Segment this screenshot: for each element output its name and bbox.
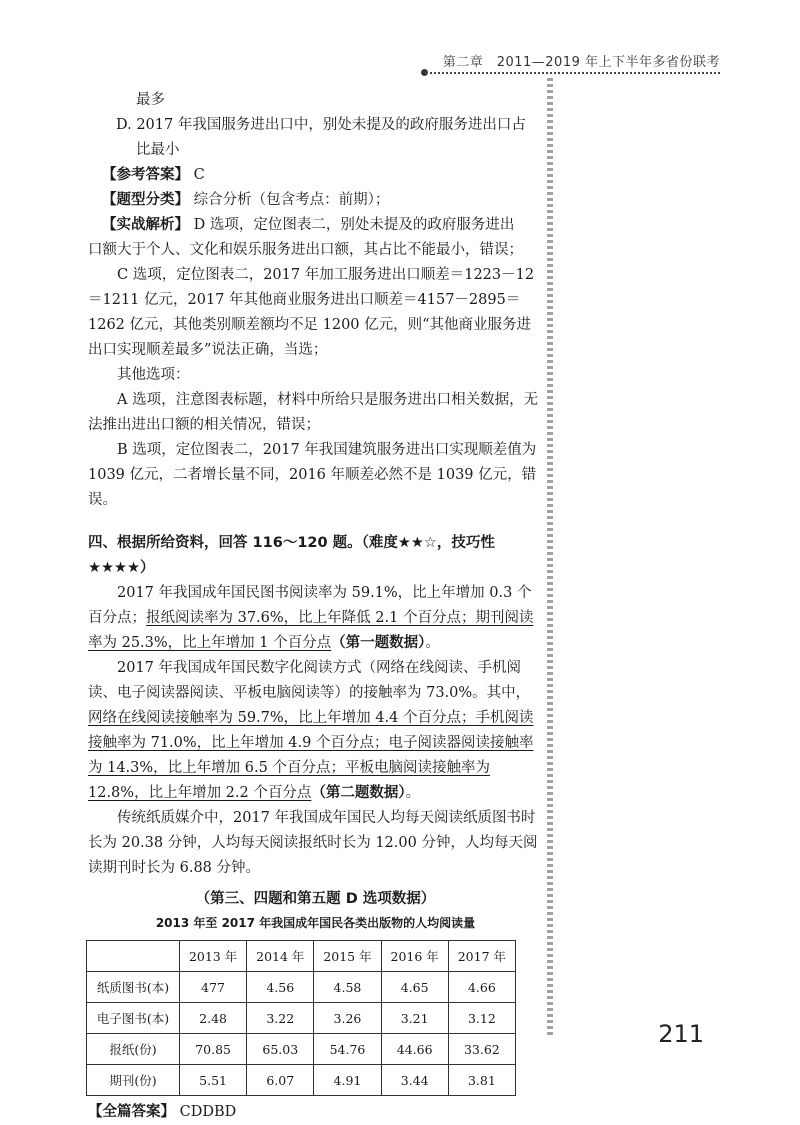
table-cell: 4.58 bbox=[314, 972, 381, 1003]
table-cell: 477 bbox=[180, 972, 247, 1003]
analysis-tag: 【实战解析】 bbox=[102, 217, 189, 233]
material-paragraph-1 bbox=[88, 581, 543, 656]
paragraph-text: 2017 年我国成年国民图书阅读率为 59.1%，比上年增加 0.3 个百分点； bbox=[88, 585, 532, 626]
table-cell: 4.66 bbox=[448, 972, 515, 1003]
table-row bbox=[87, 972, 516, 1003]
section-title: 四、根据所给资料，回答 116～120 题。（难度★★☆，技巧性★★★★） bbox=[88, 535, 495, 576]
table-cell: 44.66 bbox=[381, 1034, 448, 1065]
data-note: （第一题数据） bbox=[331, 635, 426, 651]
table-cell: 3.81 bbox=[448, 1065, 515, 1096]
material-paragraph-3: 传统纸质媒介中，2017 年我国成年国民人均每天阅读纸质图书时长为 20.38 分钟，人均每天阅读报纸时长为 12.00 分钟，人均每天阅读期刊时长为 6.88 分钟。 bbox=[88, 810, 538, 876]
table-cell: 4.91 bbox=[314, 1065, 381, 1096]
table-header-cell: 2017 年 bbox=[448, 941, 515, 972]
table-cell: 3.22 bbox=[247, 1003, 314, 1034]
table-row bbox=[87, 1065, 516, 1096]
table-cell: 4.65 bbox=[381, 972, 448, 1003]
table-cell: 3.12 bbox=[448, 1003, 515, 1034]
table-cell: 6.07 bbox=[247, 1065, 314, 1096]
table-cell: 3.44 bbox=[381, 1065, 448, 1096]
table-header-row bbox=[87, 941, 516, 972]
table-row bbox=[87, 1034, 516, 1065]
table-header-cell: 2015 年 bbox=[314, 941, 381, 972]
header-rule bbox=[425, 72, 720, 74]
row-label: 纸质图书(本) bbox=[87, 972, 180, 1003]
page-content bbox=[88, 88, 543, 1125]
table-row bbox=[87, 1003, 516, 1034]
analysis-text: D 选项，定位图表二，别处未提及的政府服务进出 bbox=[193, 217, 515, 233]
table-title: 2013 年至 2017 年我国成年国民各类出版物的人均阅读量 bbox=[155, 916, 476, 930]
analysis-row bbox=[88, 213, 543, 238]
row-label: 电子图书(本) bbox=[87, 1003, 180, 1034]
underlined-text: 网络在线阅读接触率为 59.7%，比上年增加 4.4 个百分点；手机阅读接触率为 71.0%，比上年增加 4.9 个百分点；电子阅读器阅读接触率为 14.3%，比上年增加 6.5 个百分点；平板电脑阅读接触率为 12.8%，比上年增加 2.2 个百分点 bbox=[88, 710, 534, 801]
paragraph-text: 2017 年我国成年国民数字化阅读方式（网络在线阅读、手机阅读、电子阅读器阅读、平板电脑阅读等）的接触率为 73.0%。其中， bbox=[88, 660, 531, 701]
table-caption: （第三、四题和第五题 D 选项数据） bbox=[195, 891, 436, 907]
category-tag: 【题型分类】 bbox=[102, 192, 189, 208]
category-value: 综合分析（包含考点：前期）； bbox=[193, 192, 390, 208]
row-label: 报纸(份) bbox=[87, 1034, 180, 1065]
answer-value: C bbox=[193, 167, 205, 183]
material-paragraph-2 bbox=[88, 656, 543, 806]
final-answer-row bbox=[88, 1100, 543, 1125]
underlined-text: 报纸阅读率为 37.6%，比上年降低 2.1 个百分点；期刊阅读率为 25.3%，比上年增加 1 个百分点 bbox=[88, 610, 534, 651]
table-header-cell: 2016 年 bbox=[381, 941, 448, 972]
table-header-cell: 2013 年 bbox=[180, 941, 247, 972]
category-row bbox=[88, 188, 543, 213]
paragraph-text: 。 bbox=[425, 635, 440, 651]
table-cell: 2.48 bbox=[180, 1003, 247, 1034]
final-answer-tag: 【全篇答案】 bbox=[88, 1104, 175, 1120]
analysis-continued: 口额大于个人、文化和娱乐服务进出口额，其占比不能最小，错误； bbox=[88, 242, 523, 258]
paragraph-text: 。 bbox=[405, 785, 421, 801]
option-c-analysis: C 选项，定位图表二，2017 年加工服务进出口顺差＝1223－12＝1211 亿元，2017 年其他商业服务进出口顺差＝4157－2895＝1262 亿元，其他类别顺差额均不足 1200 亿元，则“其他商业服务进出口实现顺差最多”说法正确，当选； bbox=[88, 267, 535, 358]
table-cell: 5.51 bbox=[180, 1065, 247, 1096]
table-cell: 54.76 bbox=[314, 1034, 381, 1065]
table-cell: 33.62 bbox=[448, 1034, 515, 1065]
final-answer-value: CDDBD bbox=[179, 1104, 237, 1120]
page-number: 211 bbox=[658, 1020, 704, 1048]
option-d: D. 2017 年我国服务进出口中，别处未提及的政府服务进出口占 bbox=[116, 117, 526, 133]
option-b-analysis: B 选项，定位图表二，2017 年我国建筑服务进出口实现顺差值为 1039 亿元，二者增长量不同，2016 年顺差必然不是 1039 亿元，错误。 bbox=[88, 442, 537, 508]
text-line: 最多 bbox=[136, 92, 165, 108]
table-header-cell bbox=[87, 941, 180, 972]
answer-tag: 【参考答案】 bbox=[102, 167, 189, 183]
row-label: 期刊(份) bbox=[87, 1065, 180, 1096]
text-line: 比最小 bbox=[136, 142, 180, 158]
reading-table bbox=[86, 940, 516, 1096]
table-header-cell: 2014 年 bbox=[247, 941, 314, 972]
data-note: （第二题数据） bbox=[311, 785, 406, 801]
option-a-analysis: A 选项，注意图表标题，材料中所给只是服务进出口相关数据，无法推出进出口额的相关情况，错误； bbox=[88, 392, 539, 433]
table-cell: 70.85 bbox=[180, 1034, 247, 1065]
table-cell: 65.03 bbox=[247, 1034, 314, 1065]
page-header: 第二章 2011—2019 年上下半年多省份联考 bbox=[442, 55, 720, 70]
side-rule bbox=[547, 78, 553, 1038]
table-cell: 3.26 bbox=[314, 1003, 381, 1034]
answer-row bbox=[88, 163, 543, 188]
table-cell: 4.56 bbox=[247, 972, 314, 1003]
table-cell: 3.21 bbox=[381, 1003, 448, 1034]
other-options-label: 其他选项： bbox=[117, 367, 190, 383]
